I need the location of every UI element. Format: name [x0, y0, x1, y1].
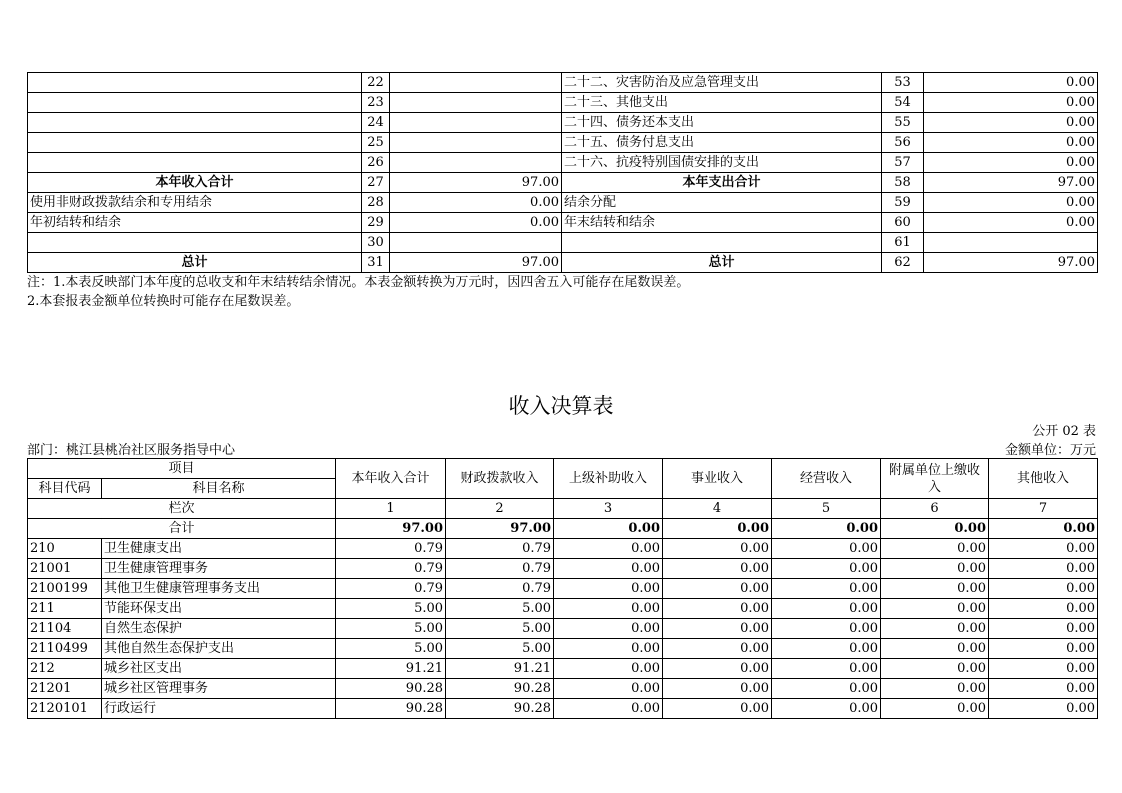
header-item: 项目 — [28, 459, 336, 479]
left-amount — [390, 233, 562, 253]
left-label: 总计 — [28, 253, 362, 273]
table-row — [28, 679, 1098, 699]
summary-row — [28, 73, 1098, 93]
header-code: 科目代码 — [28, 479, 102, 499]
left-amount — [390, 93, 562, 113]
left-label — [28, 73, 362, 93]
amount-cell: 0.00 — [989, 559, 1098, 579]
right-amount — [924, 233, 1098, 253]
header-col-2: 财政拨款收入 — [446, 459, 554, 499]
right-line-number: 60 — [882, 213, 924, 233]
summary-row — [28, 173, 1098, 193]
summary-row — [28, 113, 1098, 133]
amount-cell: 0.00 — [554, 699, 663, 719]
amount-cell: 0.00 — [989, 659, 1098, 679]
right-label: 二十四、债务还本支出 — [562, 113, 882, 133]
income-statement-title: 收入决算表 — [508, 394, 614, 418]
right-label: 二十五、债务付息支出 — [562, 133, 882, 153]
amount-cell: 0.79 — [446, 559, 554, 579]
left-line-number: 30 — [362, 233, 390, 253]
right-amount: 0.00 — [924, 153, 1098, 173]
amount-cell: 90.28 — [446, 679, 554, 699]
amount-cell: 0.00 — [663, 579, 772, 599]
amount-cell: 0.00 — [989, 619, 1098, 639]
header-col-3: 上级补助收入 — [554, 459, 663, 499]
total-value: 0.00 — [663, 519, 772, 539]
amount-cell: 0.00 — [554, 639, 663, 659]
amount-cell: 0.00 — [772, 539, 881, 559]
left-line-number: 23 — [362, 93, 390, 113]
right-line-number: 61 — [882, 233, 924, 253]
amount-cell: 0.00 — [772, 699, 881, 719]
left-amount — [390, 73, 562, 93]
right-label: 二十三、其他支出 — [562, 93, 882, 113]
summary-row — [28, 153, 1098, 173]
left-label: 本年收入合计 — [28, 173, 362, 193]
amount-cell: 0.00 — [663, 539, 772, 559]
col-num: 5 — [772, 499, 881, 519]
right-line-number: 62 — [882, 253, 924, 273]
subject-name: 节能环保支出 — [102, 599, 336, 619]
left-label — [28, 93, 362, 113]
right-amount: 0.00 — [924, 93, 1098, 113]
left-line-number: 22 — [362, 73, 390, 93]
subject-name: 城乡社区支出 — [102, 659, 336, 679]
amount-cell: 0.00 — [772, 619, 881, 639]
right-amount: 0.00 — [924, 213, 1098, 233]
amount-cell: 0.79 — [336, 579, 446, 599]
left-line-number: 24 — [362, 113, 390, 133]
total-label: 合计 — [28, 519, 336, 539]
amount-cell: 0.00 — [663, 699, 772, 719]
subject-code: 212 — [28, 659, 102, 679]
amount-cell: 0.00 — [663, 559, 772, 579]
amount-cell: 0.00 — [772, 679, 881, 699]
header-col-7: 其他收入 — [989, 459, 1098, 499]
income-table-body — [28, 539, 1098, 719]
right-amount: 0.00 — [924, 73, 1098, 93]
col-num: 6 — [881, 499, 989, 519]
right-line-number: 56 — [882, 133, 924, 153]
note-2: 2.本套报表金额单位转换时可能存在尾数误差。 — [27, 294, 300, 309]
table-row — [28, 639, 1098, 659]
table-row — [28, 579, 1098, 599]
summary-row — [28, 233, 1098, 253]
amount-cell: 0.00 — [554, 559, 663, 579]
table-row — [28, 659, 1098, 679]
amount-cell: 0.00 — [663, 659, 772, 679]
header-col-4: 事业收入 — [663, 459, 772, 499]
left-amount: 0.00 — [390, 213, 562, 233]
col-num: 1 — [336, 499, 446, 519]
subject-code: 210 — [28, 539, 102, 559]
amount-cell: 0.79 — [336, 539, 446, 559]
amount-cell: 0.00 — [772, 659, 881, 679]
right-label: 二十六、抗疫特别国债安排的支出 — [562, 153, 882, 173]
unit-label: 金额单位：万元 — [1004, 443, 1096, 458]
right-label: 年末结转和结余 — [562, 213, 882, 233]
amount-cell: 90.28 — [336, 679, 446, 699]
subject-name: 卫生健康支出 — [102, 539, 336, 559]
subject-name: 其他自然生态保护支出 — [102, 639, 336, 659]
col-num: 2 — [446, 499, 554, 519]
amount-cell: 0.00 — [663, 679, 772, 699]
amount-cell: 0.00 — [881, 579, 989, 599]
right-line-number: 54 — [882, 93, 924, 113]
left-line-number: 26 — [362, 153, 390, 173]
amount-cell: 0.00 — [663, 639, 772, 659]
department-label: 部门：桃江县桃冶社区服务指导中心 — [27, 443, 236, 458]
amount-cell: 0.00 — [554, 579, 663, 599]
subject-code: 2100199 — [28, 579, 102, 599]
left-line-number: 29 — [362, 213, 390, 233]
amount-cell: 0.79 — [446, 579, 554, 599]
subject-code: 2110499 — [28, 639, 102, 659]
amount-cell: 5.00 — [336, 619, 446, 639]
col-num: 3 — [554, 499, 663, 519]
right-amount: 0.00 — [924, 133, 1098, 153]
amount-cell: 91.21 — [446, 659, 554, 679]
right-amount: 0.00 — [924, 113, 1098, 133]
amount-cell: 0.79 — [446, 539, 554, 559]
header-col-1: 本年收入合计 — [336, 459, 446, 499]
left-label — [28, 233, 362, 253]
total-value: 0.00 — [881, 519, 989, 539]
summary-row — [28, 133, 1098, 153]
right-amount: 97.00 — [924, 173, 1098, 193]
total-value: 0.00 — [772, 519, 881, 539]
col-num: 7 — [989, 499, 1098, 519]
col-num: 4 — [663, 499, 772, 519]
summary-table-body — [28, 73, 1098, 273]
amount-cell: 0.00 — [554, 599, 663, 619]
left-amount: 97.00 — [390, 253, 562, 273]
income-table-head — [28, 459, 1098, 539]
amount-cell: 0.00 — [881, 539, 989, 559]
amount-cell: 0.00 — [989, 599, 1098, 619]
amount-cell: 0.00 — [881, 659, 989, 679]
header-col-6: 附属单位上缴收入 — [881, 459, 989, 499]
summary-table — [27, 72, 1098, 273]
subject-name: 行政运行 — [102, 699, 336, 719]
left-line-number: 27 — [362, 173, 390, 193]
total-value: 0.00 — [989, 519, 1098, 539]
header-col-5: 经营收入 — [772, 459, 881, 499]
income-table — [27, 458, 1098, 719]
left-label: 使用非财政拨款结余和专用结余 — [28, 193, 362, 213]
right-line-number: 53 — [882, 73, 924, 93]
table-row — [28, 599, 1098, 619]
amount-cell: 5.00 — [446, 639, 554, 659]
left-line-number: 25 — [362, 133, 390, 153]
left-label — [28, 113, 362, 133]
subject-name: 自然生态保护 — [102, 619, 336, 639]
form-number: 公开 02 表 — [1032, 424, 1096, 439]
left-label: 年初结转和结余 — [28, 213, 362, 233]
right-line-number: 58 — [882, 173, 924, 193]
right-amount: 97.00 — [924, 253, 1098, 273]
amount-cell: 0.00 — [772, 579, 881, 599]
subject-code: 21001 — [28, 559, 102, 579]
total-value: 97.00 — [446, 519, 554, 539]
subject-code: 21104 — [28, 619, 102, 639]
amount-cell: 0.00 — [554, 619, 663, 639]
amount-cell: 5.00 — [446, 619, 554, 639]
amount-cell: 0.00 — [989, 579, 1098, 599]
right-amount: 0.00 — [924, 193, 1098, 213]
table-row — [28, 699, 1098, 719]
right-label: 结余分配 — [562, 193, 882, 213]
left-line-number: 31 — [362, 253, 390, 273]
left-label — [28, 153, 362, 173]
amount-cell: 0.00 — [554, 659, 663, 679]
subject-code: 21201 — [28, 679, 102, 699]
total-value: 0.00 — [554, 519, 663, 539]
summary-row — [28, 93, 1098, 113]
right-label: 本年支出合计 — [562, 173, 882, 193]
amount-cell: 0.00 — [881, 639, 989, 659]
amount-cell: 0.00 — [554, 679, 663, 699]
left-amount: 97.00 — [390, 173, 562, 193]
amount-cell: 0.00 — [772, 639, 881, 659]
left-amount: 0.00 — [390, 193, 562, 213]
amount-cell: 5.00 — [336, 599, 446, 619]
amount-cell: 90.28 — [446, 699, 554, 719]
amount-cell: 0.00 — [663, 619, 772, 639]
table-row — [28, 559, 1098, 579]
header-lanci: 栏次 — [28, 499, 336, 519]
left-label — [28, 133, 362, 153]
amount-cell: 0.00 — [881, 679, 989, 699]
amount-cell: 0.00 — [663, 599, 772, 619]
amount-cell: 90.28 — [336, 699, 446, 719]
amount-cell: 0.00 — [881, 619, 989, 639]
amount-cell: 0.00 — [881, 559, 989, 579]
left-amount — [390, 113, 562, 133]
subject-name: 其他卫生健康管理事务支出 — [102, 579, 336, 599]
right-label: 总计 — [562, 253, 882, 273]
amount-cell: 0.00 — [772, 599, 881, 619]
amount-cell: 5.00 — [336, 639, 446, 659]
summary-row — [28, 193, 1098, 213]
right-label — [562, 233, 882, 253]
left-amount — [390, 133, 562, 153]
right-line-number: 55 — [882, 113, 924, 133]
total-value: 97.00 — [336, 519, 446, 539]
amount-cell: 0.00 — [989, 699, 1098, 719]
subject-name: 城乡社区管理事务 — [102, 679, 336, 699]
subject-code: 2120101 — [28, 699, 102, 719]
amount-cell: 0.79 — [336, 559, 446, 579]
left-line-number: 28 — [362, 193, 390, 213]
amount-cell: 0.00 — [881, 699, 989, 719]
left-amount — [390, 153, 562, 173]
subject-name: 卫生健康管理事务 — [102, 559, 336, 579]
amount-cell: 0.00 — [881, 599, 989, 619]
note-1: 注：1.本表反映部门本年度的总收支和年末结转结余情况。本表金额转换为万元时，因四舍五入可能存在尾数误差。 — [27, 275, 690, 290]
amount-cell: 0.00 — [989, 679, 1098, 699]
summary-row — [28, 213, 1098, 233]
amount-cell: 91.21 — [336, 659, 446, 679]
right-label: 二十二、灾害防治及应急管理支出 — [562, 73, 882, 93]
amount-cell: 5.00 — [446, 599, 554, 619]
table-row — [28, 619, 1098, 639]
subject-code: 211 — [28, 599, 102, 619]
right-line-number: 57 — [882, 153, 924, 173]
amount-cell: 0.00 — [989, 539, 1098, 559]
amount-cell: 0.00 — [989, 639, 1098, 659]
header-name: 科目名称 — [102, 479, 336, 499]
summary-row — [28, 253, 1098, 273]
right-line-number: 59 — [882, 193, 924, 213]
amount-cell: 0.00 — [772, 559, 881, 579]
amount-cell: 0.00 — [554, 539, 663, 559]
table-row — [28, 539, 1098, 559]
